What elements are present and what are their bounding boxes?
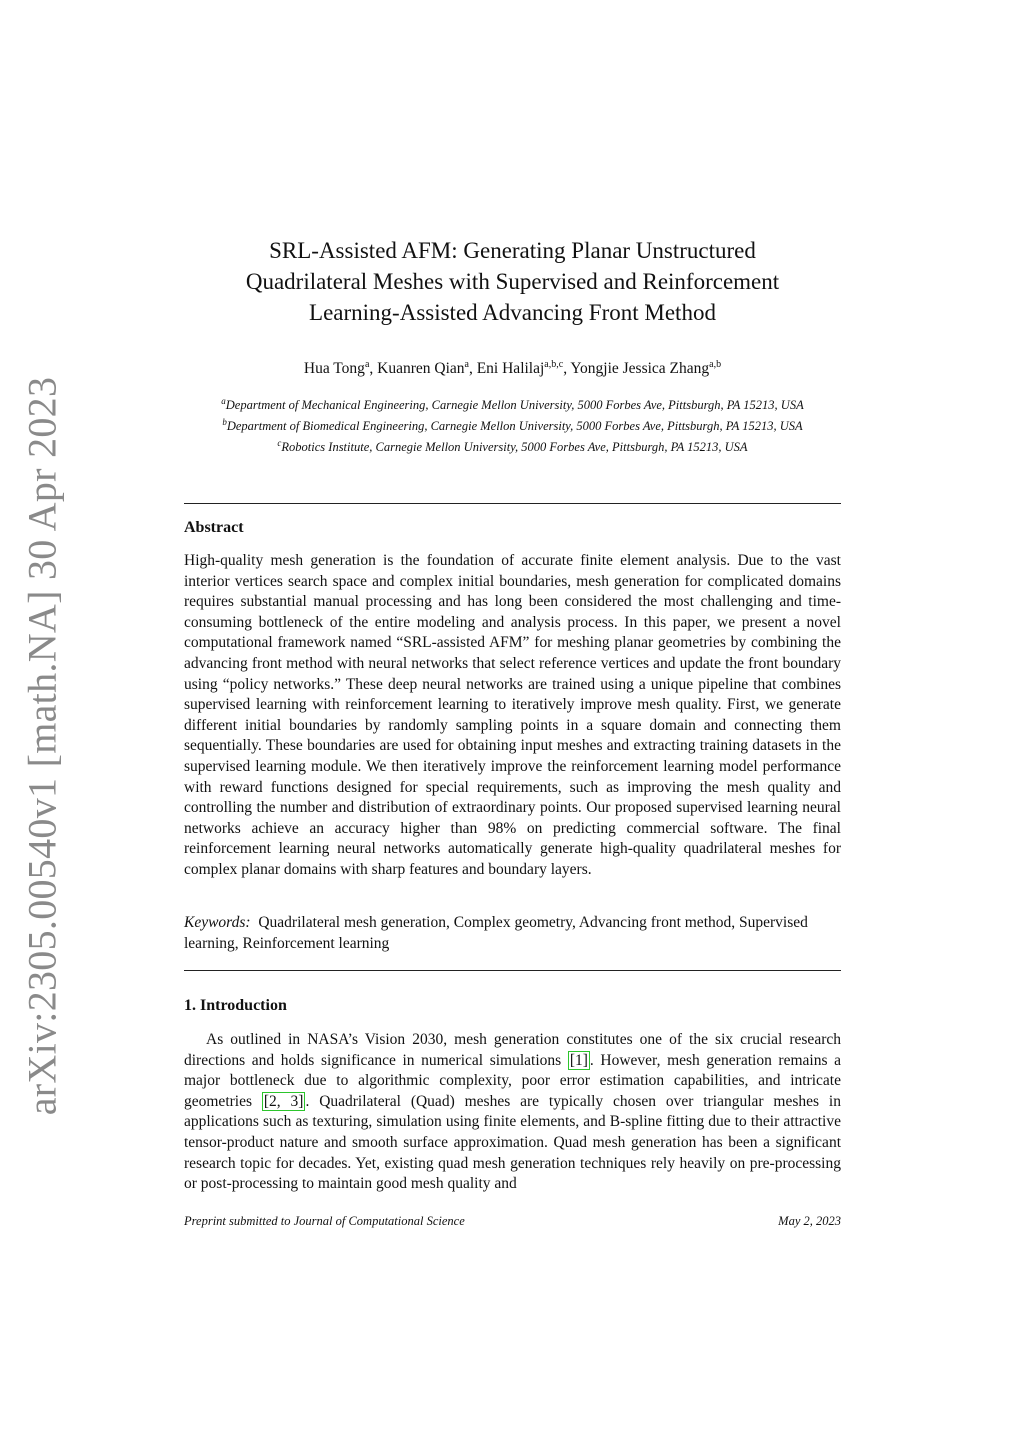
citation-link[interactable]: [1] (569, 1051, 588, 1069)
abstract-heading: Abstract (184, 519, 244, 536)
section-heading-introduction: 1. Introduction (184, 997, 287, 1014)
author-name: Kuanren Qian (377, 360, 465, 378)
abstract-text: High-quality mesh generation is the foundation of accurate finite element analysis. Due to the vast interior vertices search space and complex initial boundaries, mesh generation for complicated domains requires substantial manual processing and has long been considered the most challenging and time-consuming bottleneck of the entire modeling and analysis process. In this paper, we present a novel computational framework named “SRL-assisted AFM” for meshing planar geometries by combining the advancing front method with neural networks that select reference vertices and update the front boundary using “policy networks.” These deep neural networks are trained using a unique pipeline that combines supervised learning with reinforcement learning to iteratively improve mesh quality. First, we generate different initial boundaries by randomly sampling points in a square domain and connecting them sequentially. These boundaries are used for obtaining input meshes and extracting training datasets in the supervised learning module. We then iteratively improve the reinforcement learning model performance with reward functions designed for special requirements, such as improving the mesh quality and controlling the number and distribution of extraordinary points. Our proposed supervised learning neural networks achieve an accuracy higher than 98% on predicting commercial software. The final reinforcement learning neural networks automatically generate high-quality quadrilateral meshes for complex planar domains with sharp features and boundary layers. (184, 552, 841, 878)
author-affiliation-mark: a (464, 359, 469, 370)
author-list: Hua Tong$^a$, Kuanren Qian$^a$, Eni Halilaj$^{a,b,c}$, Yongjie Jessica Zhang$^{a,b}$ (303, 359, 722, 378)
affiliation-text: Department of Mechanical Engineering, Carnegie Mellon University, 5000 Forbes Ave, Pittsburgh, PA 15213, USA (225, 398, 804, 413)
author-affiliation-mark: a (364, 359, 370, 370)
footer-submission-note: Preprint submitted to Journal of Computational Science (184, 1214, 465, 1228)
affiliation-mark: a (221, 396, 226, 406)
affiliation-text: Department of Biomedical Engineering, Carnegie Mellon University, 5000 Forbes Ave, Pittsburgh, PA 15213, USA (226, 419, 803, 434)
bottom-divider (184, 970, 841, 971)
introduction-paragraph (184, 1030, 841, 1195)
arxiv-identifier-stamp: arXiv:2305.00540v1 [math.NA] 30 Apr 2023 (19, 376, 65, 1116)
title-line: SRL-Assisted AFM: Generating Planar Unstructured (269, 238, 756, 263)
intro-text: . However, mesh generation remains a major bottleneck due to algorithmic complexity, poor error estimation capabilities, and intricate geometries (184, 1051, 841, 1110)
author-name: Yongjie Jessica Zhang (570, 360, 710, 378)
author-affiliation-mark: a,b (709, 359, 722, 370)
affiliation (184, 393, 841, 414)
affiliation-list (184, 393, 841, 456)
intro-text: As outlined in NASA’s Vision 2030, mesh generation constitutes one of the six crucial research directions and holds significance in numerical simulations (184, 1031, 841, 1069)
footer-date: May 2, 2023 (778, 1214, 841, 1228)
keywords-text: Quadrilateral mesh generation, Complex geometry, Advancing front method, Supervised learning, Reinforcement learning (184, 914, 808, 952)
paper-title (184, 235, 841, 328)
affiliation-mark: b (222, 417, 227, 428)
keywords-label: Keywords: (184, 914, 251, 931)
top-divider (184, 503, 841, 504)
author-affiliation-mark: a,b,c (544, 359, 564, 370)
affiliation-mark: c (277, 438, 282, 449)
title-line: Quadrilateral Meshes with Supervised and Reinforcement (245, 269, 780, 294)
affiliation-text: Robotics Institute, Carnegie Mellon University, 5000 Forbes Ave, Pittsburgh, PA 15213, USA (281, 440, 748, 455)
citation-link[interactable]: [2, 3] (263, 1092, 304, 1110)
intro-text: . Quadrilateral (Quad) meshes are typically chosen over triangular meshes in applications such as texturing, simulation using finite elements, and B-spline fitting due to their attractive tensor-product nature and smooth surface approximation. Quad mesh generation has been a significant research topic for decades. Yet, existing quad mesh generation techniques rely heavily on pre-processing or post-processing to maintain good mesh quality and (184, 1092, 841, 1193)
affiliation (184, 435, 841, 456)
keywords (184, 913, 841, 954)
author-name: Eni Halilaj (476, 360, 545, 378)
author-name: Hua Tong (303, 360, 365, 378)
title-line: Learning-Assisted Advancing Front Method (309, 300, 716, 325)
affiliation (184, 414, 841, 435)
